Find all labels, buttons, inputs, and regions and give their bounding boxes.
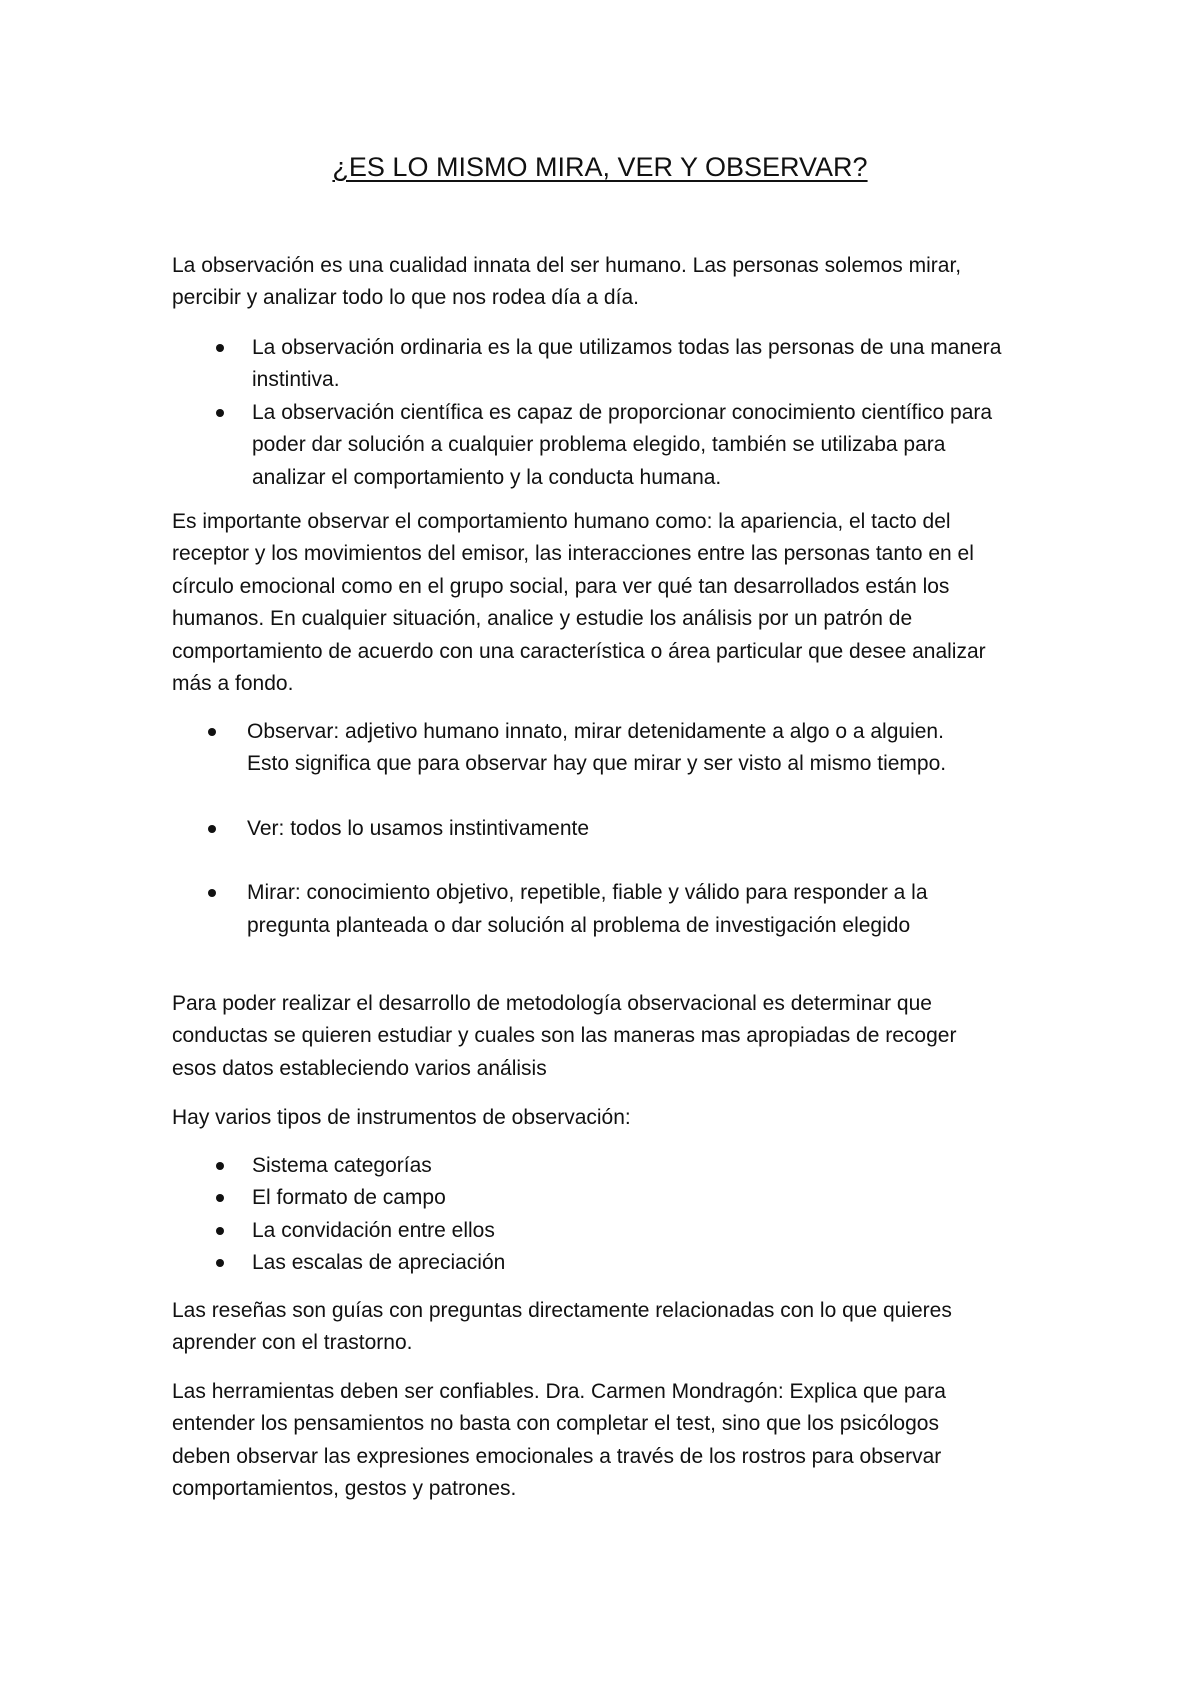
bullet-icon bbox=[216, 1227, 224, 1235]
bullet-icon bbox=[216, 1194, 224, 1202]
bullet-icon bbox=[216, 1259, 224, 1267]
instruments-list bbox=[0, 1150, 1200, 1280]
list-item-text: La convidación entre ellos bbox=[252, 1218, 495, 1242]
bullet-icon bbox=[216, 409, 224, 417]
list-item bbox=[0, 397, 1200, 494]
list-item bbox=[0, 1215, 1200, 1247]
reviews-paragraph: Las reseñas son guías con preguntas directamente relacionadas con lo que quieres aprender con el trastorno. bbox=[172, 1299, 952, 1355]
list-item bbox=[0, 716, 1200, 781]
list-item bbox=[0, 877, 1200, 942]
definitions-list bbox=[0, 716, 1200, 942]
list-item bbox=[0, 1247, 1200, 1279]
list-item bbox=[0, 1182, 1200, 1214]
behavior-paragraph: Es importante observar el comportamiento humano como: la apariencia, el tacto del receptor y los movimientos del emisor, las interacciones entre las personas tanto en el círculo emocional como en el grupo social, para ver qué tan desarrollados están los humanos. En cualquier situación, analice y estudie los análisis por un patrón de comportamiento de acuerdo con una característica o área particular que desee analizar más a fondo. bbox=[172, 510, 986, 696]
list-item-text: El formato de campo bbox=[252, 1186, 446, 1210]
list-item-text: La observación ordinaria es la que utilizamos todas las personas de una manera instintiva. bbox=[252, 336, 1002, 392]
instruments-intro: Hay varios tipos de instrumentos de observación: bbox=[172, 1106, 631, 1129]
list-item-text: Ver: todos lo usamos instintivamente bbox=[247, 816, 590, 840]
list-item-text: La observación científica es capaz de proporcionar conocimiento científico para poder dar solución a cualquier problema elegido, también se utilizaba para analizar el comportamiento y la conducta humana. bbox=[252, 400, 993, 489]
intro-paragraph: La observación es una cualidad innata del ser humano. Las personas solemos mirar, percibir y analizar todo lo que nos rodea día a día. bbox=[172, 254, 962, 310]
list-item bbox=[0, 813, 1200, 845]
bullet-icon bbox=[216, 1162, 224, 1170]
bullet-icon bbox=[208, 825, 216, 833]
list-item-text: Las escalas de apreciación bbox=[252, 1251, 506, 1275]
observation-types-list bbox=[0, 332, 1200, 494]
tools-paragraph: Las herramientas deben ser confiables. Dra. Carmen Mondragón: Explica que para entender los pensamientos no basta con completar el test, sino que los psicólogos deben observar las expresiones emocionales a través de los rostros para observar comportamientos, gestos y patrones. bbox=[172, 1380, 946, 1501]
list-item-text: Mirar: conocimiento objetivo, repetible, fiable y válido para responder a la pregunta planteada o dar solución al problema de investigación elegido bbox=[247, 881, 928, 937]
methodology-paragraph: Para poder realizar el desarrollo de metodología observacional es determinar que conductas se quieren estudiar y cuales son las maneras mas apropiadas de recoger esos datos estableciendo varios análisis bbox=[172, 992, 957, 1080]
bullet-icon bbox=[208, 889, 216, 897]
list-item bbox=[0, 1150, 1200, 1182]
list-item bbox=[0, 332, 1200, 397]
bullet-icon bbox=[208, 728, 216, 736]
list-item-text: Sistema categorías bbox=[252, 1154, 432, 1177]
bullet-icon bbox=[216, 344, 224, 352]
list-item-text: Observar: adjetivo humano innato, mirar detenidamente a algo o a alguien. Esto significa que para observar hay que mirar y ser visto al mismo tiempo. bbox=[247, 720, 947, 776]
page-title: ¿ES LO MISMO MIRA, VER Y OBSERVAR? bbox=[332, 152, 868, 182]
